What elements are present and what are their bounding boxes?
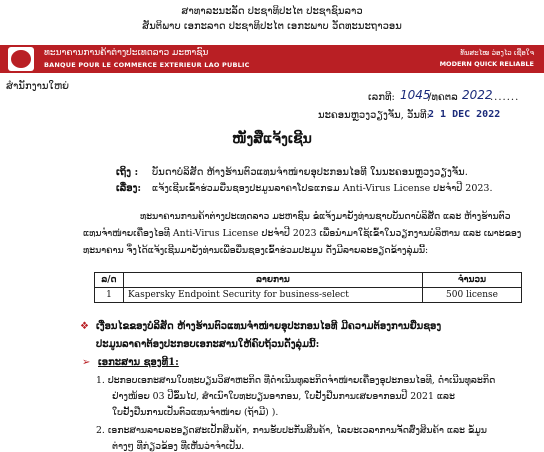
item1-line-1: 1. ປະກອບເອກະສານໃບທະບຽນວິສາຫະກິດ ທີ່ດຳເນີນທຸລະກິດຈຳໜ່າຍເຄື່ອງອຸປະກອນໄອທີ, ດຳເນີນທຸລະກິດ <box>96 375 496 386</box>
items-table <box>94 272 522 303</box>
cell-quantity: 500 license <box>423 288 522 303</box>
diamond-bullet-icon: ❖ <box>80 321 89 332</box>
to-label: ເຖິງ : <box>116 167 139 178</box>
table-row <box>95 288 522 303</box>
table-header-row <box>95 273 522 288</box>
state-motto-line2: ສັນຕິພາບ ເອກະລາດ ປະຊາທິປະໄຕ ເອກະພາບ ວັດທະນະຖາວອນ <box>142 21 402 32</box>
paragraph-line-3: ທະນາຄານ ຈຶ່ງໄດ້ແຈ້ງເຊີນມາຍັງທ່ານເພື່ອຍື່ນຊອງເຂົ້າຮ່ວມປະມູນ ດັ່ງມີລາຍລະອຽດຂ້າງລຸ່ມນີ້: <box>83 245 429 256</box>
item2-line-1: 2. ເອກະສານລາຍລະອຽດສະເປັກສິນຄ້າ, ການຮັບປະກັນສິນຄ້າ, ໄລຍະເວລາການຈັດສົ່ງສິນຄ້າ ແລະ ຂໍ້ມູນ <box>96 425 487 436</box>
cell-item: Kaspersky Endpoint Security for business-select <box>124 288 423 303</box>
number-label: ເລກທີ: <box>368 92 395 103</box>
document-title: ໜັງສືແຈ້ງເຊີນ <box>232 131 312 147</box>
header-no: ລ/ດ <box>95 273 124 288</box>
conditions-intro-line-1: ເງື່ອນໄຂຂອງບໍລິສັດ ຫ້າງຮ້ານຕົວແທນຈຳໜ່າຍອຸປະກອນໄອທີ ມີຄວາມຕ້ອງການຍື່ນຊອງ <box>96 321 442 332</box>
paragraph-line-2: ແທນຈຳໜ່າຍເຄື່ອງໄອທີ Anti-Virus License ປະຈຳປີ 2023 ເພື່ອນຳມາໃຊ້ເຂົ້າໃນວຽກງານບໍລິຫານ ແລະ ເພາະຂອງ <box>83 228 522 239</box>
number-dots: ....... <box>490 92 520 103</box>
date-label: ນະຄອນຫຼວງວຽງຈັນ, ວັນທີ: <box>318 110 430 121</box>
number-value: 1045 <box>400 88 431 102</box>
bank-logo-icon <box>8 47 34 71</box>
slogan-en: MODERN QUICK RELIABLE <box>439 60 534 68</box>
office-name: ສຳນັກງານໃຫຍ່ <box>6 81 70 92</box>
item1-line-3: ໃບຢັ້ງຢືນການເປັນຕົວແທນຈຳໜ່າຍ (ຖ້າມີ) ). <box>112 407 279 418</box>
subject-label: ເລື່ອງ: <box>116 183 142 194</box>
conditions-intro-line-2: ປະມູນລາຄາຕ້ອງປະກອບເອກະສານໃຫ້ຄົບຖ້ວນດັ່ງລຸ່ມນີ້: <box>96 339 320 350</box>
bank-name-lao: ທະນາຄານການຄ້າຕ່າງປະເທດລາວ ມະຫາຊົນ <box>44 48 209 58</box>
item1-line-2: ຢ່າງໜ້ອຍ 03 ປີຂຶ້ນໄປ, ສຳເນົາໃບທະບຽນອາກອນ, ໃບຢັ້ງຢືນການເສຍອາກອນປີ 2021 ແລະ <box>112 391 455 402</box>
header-quantity: ຈຳນວນ <box>423 273 522 288</box>
section-label: ເອກະສານ ຊອງທີ1: <box>98 357 179 368</box>
slogan-lao: ທັນສະໄໝ ວ່ອງໄວ ເຊື່ອໃຈ <box>460 49 534 57</box>
arrow-bullet-icon: ➢ <box>82 357 91 368</box>
header-item: ລາຍການ <box>124 273 423 288</box>
item2-line-2: ຕ່າງໆ ທີ່ກ່ຽວຂ້ອງ ທີ່ເຫັນວ່າຈຳເປັນ. <box>112 441 245 452</box>
to-text: ບັນດາບໍລິສັດ ຫ້າງຮ້ານຕົວແທນຈຳໜ່າຍອຸປະກອນໄອທີ ໃນນະຄອນຫຼວງວຽງຈັນ. <box>152 167 468 178</box>
paragraph-line-1: ທະນາຄານການຄ້າຕ່າງປະເທດລາວ ມະຫາຊົນ ຂໍແຈ້ງມາຍັງທ່ານຊາບບັນດາບໍລິສັດ ແລະ ຫ້າງຮ້ານຕົວ <box>140 211 511 222</box>
bank-name-fr: BANQUE POUR LE COMMERCE EXTERIEUR LAO PUBLIC <box>44 61 250 69</box>
subject-text: ແຈ້ງເຊີນເຂົ້າຮ່ວມຍື່ນຊອງປະມູນລາຄາໂປຣແກຣມ Anti-Virus License ປະຈຳປີ 2023. <box>152 183 493 194</box>
date-stamp: 2 1 DEC 2022 <box>428 109 501 120</box>
cell-no: 1 <box>95 288 124 303</box>
number-year: 2022 <box>462 88 493 102</box>
number-suffix: /ທຄຕລ <box>428 92 458 103</box>
state-motto-line1: ສາທາລະນະລັດ ປະຊາທິປະໄຕ ປະຊາຊົນລາວ <box>181 6 363 17</box>
